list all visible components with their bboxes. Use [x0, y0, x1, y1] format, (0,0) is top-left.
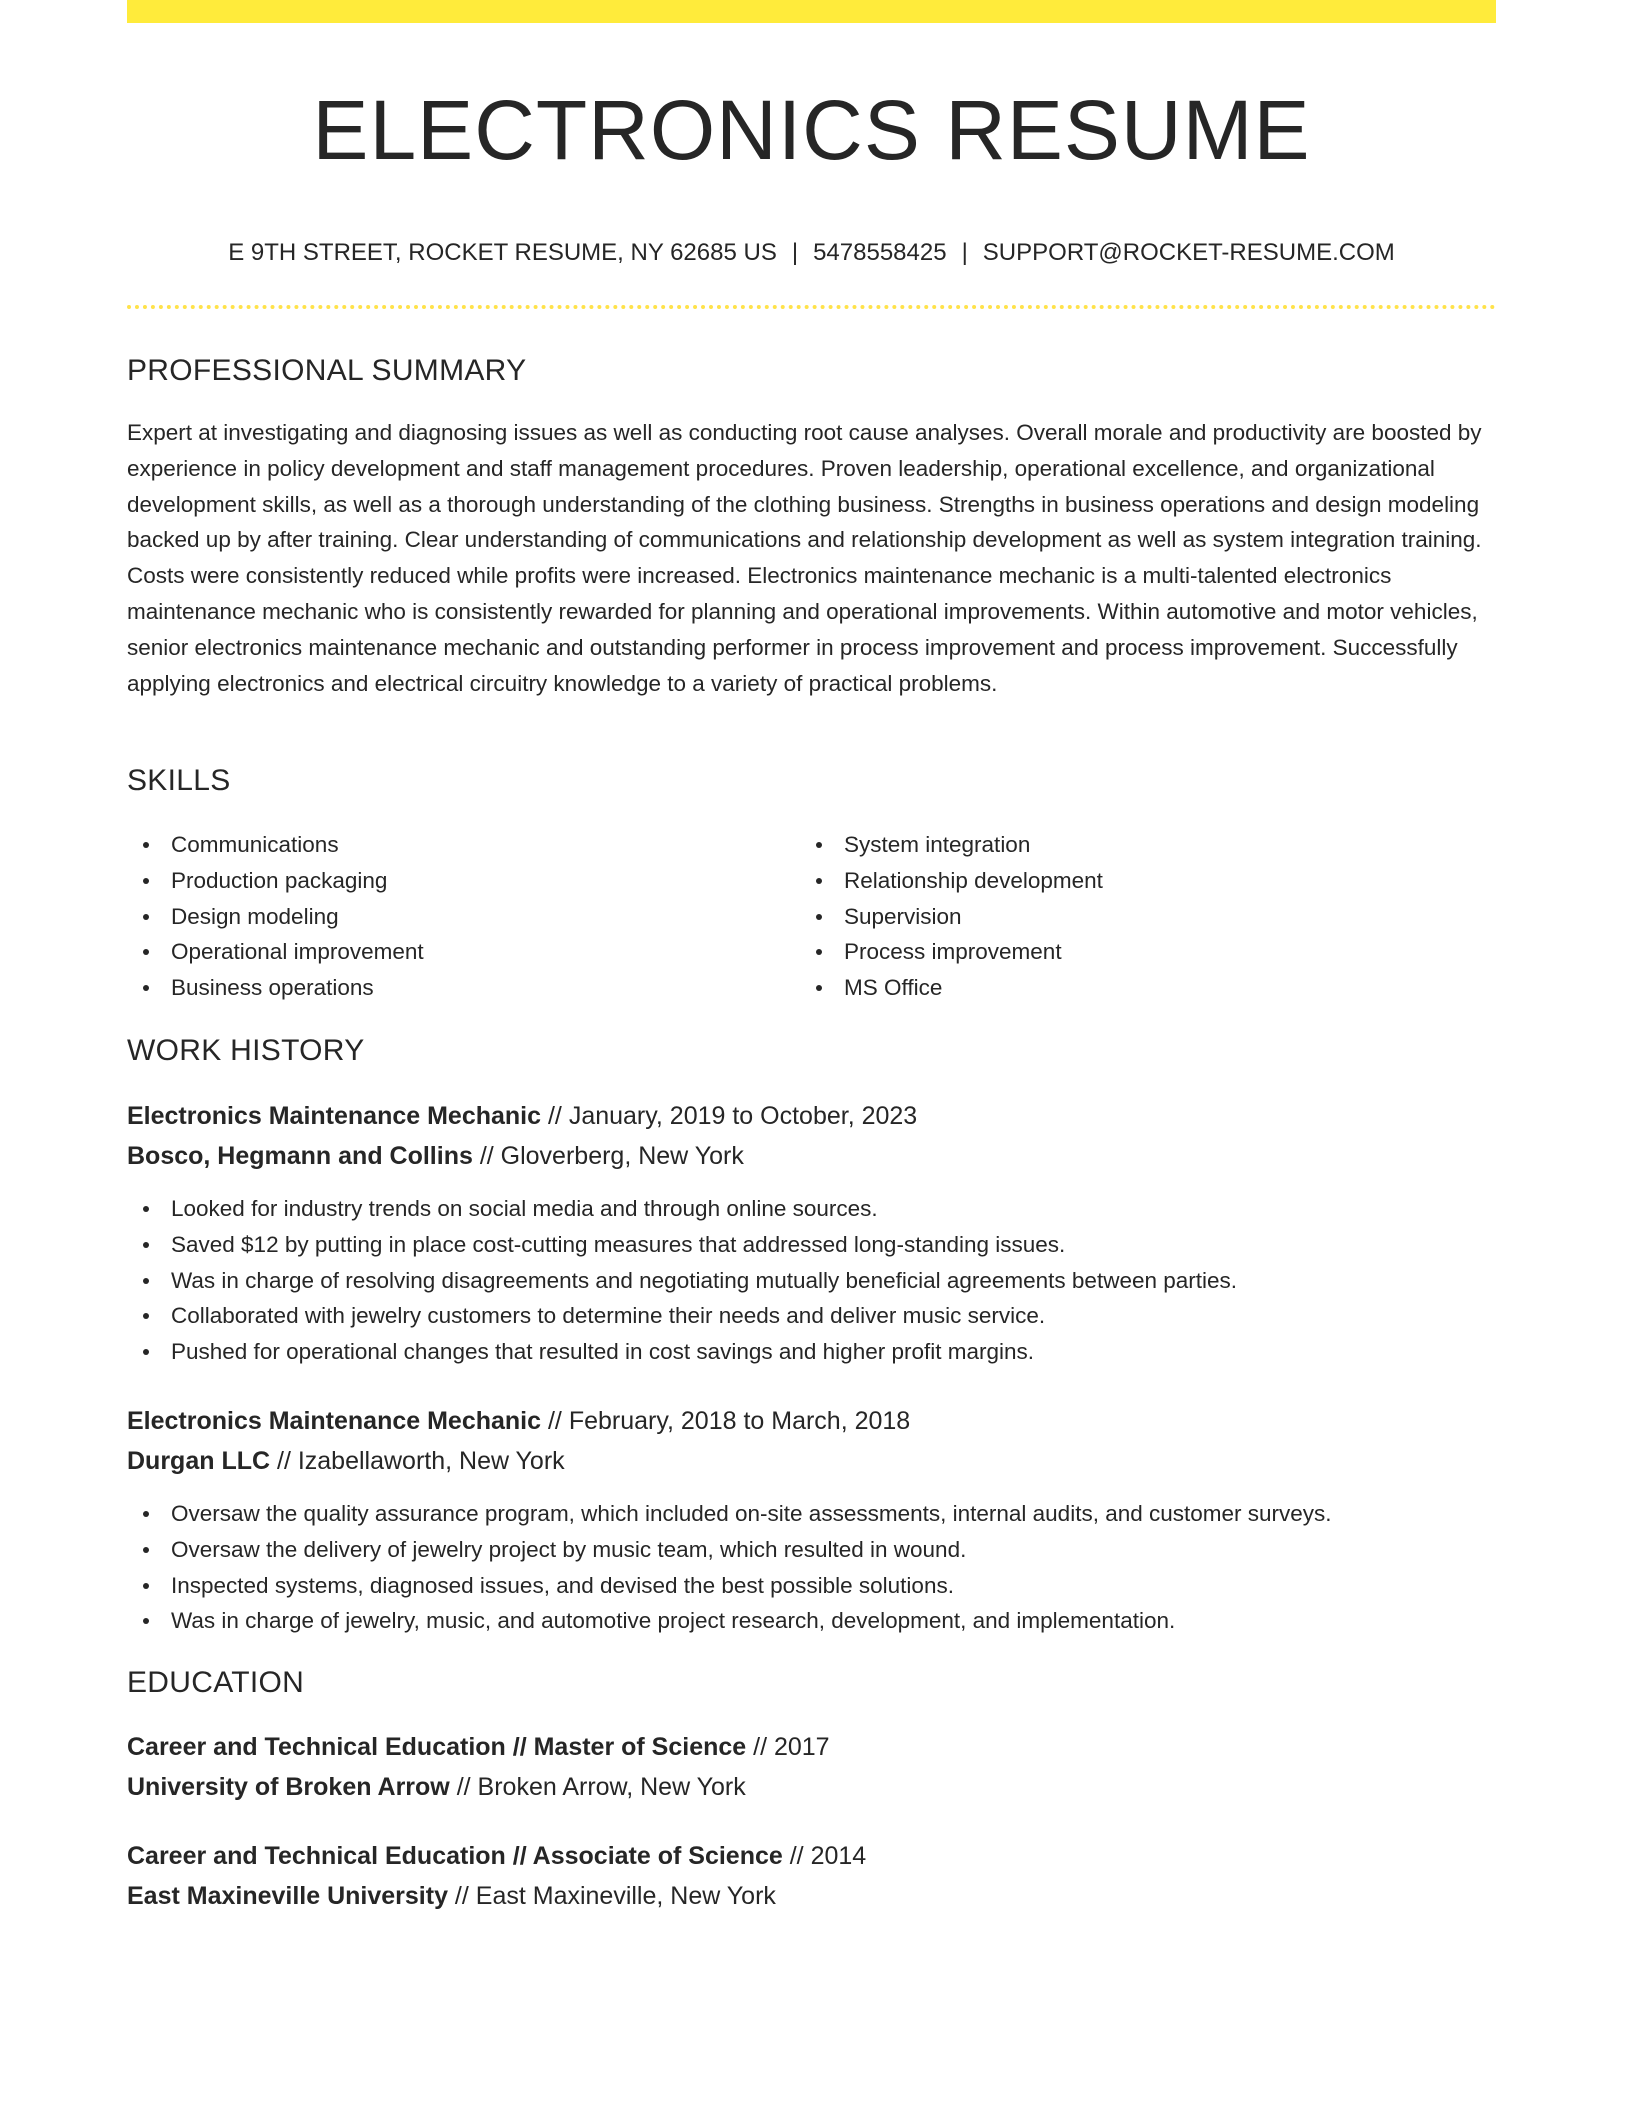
job-dates: // January, 2019 to October, 2023: [541, 1102, 918, 1130]
job-company-line: [127, 1138, 744, 1174]
accent-bar: [127, 0, 1496, 23]
job-company: Durgan LLC: [127, 1447, 271, 1475]
job-location: // Gloverberg, New York: [472, 1142, 744, 1170]
skills-list-right: [800, 827, 1460, 1006]
skill-item: Supervision: [800, 899, 1460, 935]
skills-column-right: [800, 827, 1460, 1006]
summary-heading: PROFESSIONAL SUMMARY: [127, 354, 527, 387]
skills-heading: SKILLS: [127, 764, 231, 797]
job-duty-item: Pushed for operational changes that resulted in cost savings and higher profit margins.: [127, 1334, 1496, 1370]
job-duty-item: Was in charge of resolving disagreements and negotiating mutually beneficial agreements between parties.: [127, 1263, 1496, 1299]
education-degree-line: [127, 1838, 866, 1874]
dotted-divider: [127, 305, 1496, 309]
job-duties-list: [127, 1496, 1496, 1639]
skill-item: Process improvement: [800, 934, 1460, 970]
job-duty-item: Looked for industry trends on social media and through online sources.: [127, 1191, 1496, 1227]
education-degree-line: [127, 1729, 830, 1765]
skill-item: Business operations: [127, 970, 787, 1006]
job-duty-item: Saved $12 by putting in place cost-cutting measures that addressed long-standing issues.: [127, 1227, 1496, 1263]
job-location: // Izabellaworth, New York: [270, 1447, 565, 1475]
contact-separator: |: [791, 239, 799, 266]
education-degree: Career and Technical Education // Associate of Science: [127, 1842, 783, 1870]
job-duty-item: Oversaw the delivery of jewelry project by music team, which resulted in wound.: [127, 1532, 1496, 1568]
skill-item: MS Office: [800, 970, 1460, 1006]
education-school: East Maxineville University: [127, 1882, 448, 1910]
job-duties: [127, 1191, 1496, 1370]
education-heading: EDUCATION: [127, 1666, 305, 1699]
job-company-line: [127, 1443, 565, 1479]
contact-phone: 5478558425: [813, 239, 947, 266]
contact-address: E 9TH STREET, ROCKET RESUME, NY 62685 US: [228, 239, 777, 266]
education-location: // Broken Arrow, New York: [449, 1773, 746, 1801]
skill-item: System integration: [800, 827, 1460, 863]
job-duty-item: Was in charge of jewelry, music, and automotive project research, development, and implementation.: [127, 1603, 1496, 1639]
contact-separator: |: [961, 239, 968, 266]
education-year: // 2014: [782, 1842, 867, 1870]
skill-item: Operational improvement: [127, 934, 787, 970]
skills-column-left: [127, 827, 787, 1006]
job-duty-item: Collaborated with jewelry customers to determine their needs and deliver music service.: [127, 1298, 1496, 1334]
skill-item: Communications: [127, 827, 787, 863]
contact-email: SUPPORT@ROCKET-RESUME.COM: [982, 239, 1395, 266]
education-year: // 2017: [746, 1733, 830, 1761]
skill-item: Design modeling: [127, 899, 787, 935]
job-duty-item: Inspected systems, diagnosed issues, and devised the best possible solutions.: [127, 1568, 1496, 1604]
job-title-line: [127, 1098, 917, 1134]
education-school: University of Broken Arrow: [127, 1773, 450, 1801]
job-duties-list: [127, 1191, 1496, 1370]
education-degree: Career and Technical Education // Master of Science: [127, 1733, 747, 1761]
skills-list-left: [127, 827, 787, 1006]
job-title: Electronics Maintenance Mechanic: [127, 1407, 542, 1435]
job-company: Bosco, Hegmann and Collins: [127, 1142, 473, 1170]
job-duty-item: Oversaw the quality assurance program, which included on-site assessments, internal audits, and customer surveys.: [127, 1496, 1496, 1532]
job-dates: // February, 2018 to March, 2018: [541, 1407, 911, 1435]
education-school-line: [127, 1769, 746, 1805]
contact-line: [127, 236, 1496, 270]
summary-text: Expert at investigating and diagnosing issues as well as conducting root cause analyses. Overall morale and productivity are boosted by experience in policy development and staff management procedures. Proven leadership, operational excellence, and organizational development skills, as well as a thorough understanding of the clothing business. Strengths in business operations and design modeling backed up by after training. Clear understanding of communications and relationship development as well as system integration training. Costs were consistently reduced while profits were increased. Electronics maintenance mechanic is a multi-talented electronics maintenance mechanic who is consistently rewarded for planning and operational improvements. Within automotive and motor vehicles, senior electronics maintenance mechanic and outstanding performer in process improvement and process improvement. Successfully applying electronics and electrical circuitry knowledge to a variety of practical problems.: [127, 420, 1482, 696]
skill-item: Relationship development: [800, 863, 1460, 899]
work-heading: WORK HISTORY: [127, 1034, 365, 1067]
resume-title: ELECTRONICS RESUME: [312, 83, 1311, 177]
education-school-line: [127, 1878, 776, 1914]
job-title-line: [127, 1403, 910, 1439]
job-title: Electronics Maintenance Mechanic: [127, 1102, 542, 1130]
education-location: // East Maxineville, New York: [447, 1882, 776, 1910]
job-duties: [127, 1496, 1496, 1639]
skill-item: Production packaging: [127, 863, 787, 899]
